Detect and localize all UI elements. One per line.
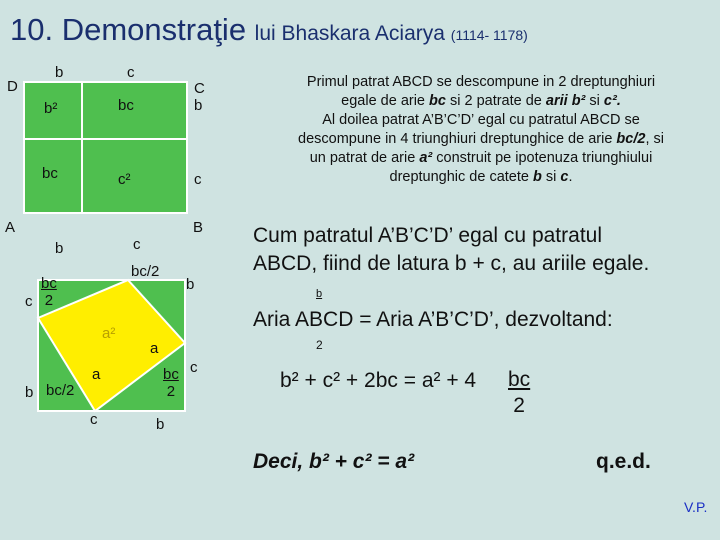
explanation-paragraph [250,73,712,187]
sq2-bottom-b-left: b [25,384,34,401]
label-right-b: b [194,97,203,114]
cell-bc-top: bc [118,97,134,114]
explanation-line-3: Al doilea patrat A’B’C’D’ egal cu patratul ABCD se [322,112,640,128]
sq2-left-frac-num: bc [41,275,57,292]
explanation-line-4: descompune in 4 triunghiuri dreptunghice de arie bc/2, si [298,131,664,147]
label-corner-b: B [193,219,204,236]
label-top-b: b [55,64,64,81]
sq2-bottom-b: b [156,416,165,433]
sq2-left-c: c [25,293,33,310]
sq2-bottom-frac: bc/2 [46,382,75,399]
sq2-top-frac: bc/2 [131,263,160,280]
cell-c2: c² [118,171,131,188]
label-corner-d: D [7,78,18,95]
aria-frac-num: b [316,288,323,300]
label-right-c: c [194,171,202,188]
conclusion-text: Deci, b² + c² = a² [253,450,415,473]
qed-text: q.e.d. [596,450,651,473]
sq2-right-frac-num: bc [163,366,179,383]
equation-frac-num: bc [508,368,531,391]
equation-expanded: b² + c² + 2bc = a² + 4 [280,369,477,392]
sq2-top-b: b [55,240,64,257]
label-right-c-upper: C [194,80,205,97]
sq2-right-c: c [190,359,198,376]
sq2-top-c: c [133,236,141,253]
sq2-right-frac-den: 2 [166,383,176,400]
author-signature: V.P. [684,499,708,515]
equation-fraction [508,367,530,419]
aria-frac-den: 2 [316,338,323,352]
explanation-line-1: Primul patrat ABCD se descompune in 2 dreptunghiuri [306,74,656,90]
aria-statement: Aria ABCD = Aria A’B’C’D’, dezvoltand: [253,308,613,331]
sq2-left-frac [41,275,57,309]
sq2-center-a2: a² [102,325,116,342]
label-corner-a: A [5,219,16,236]
sq2-a-right: a [150,340,159,357]
equal-area-line-1: Cum patratul A’B’C’D’ egal cu patratul [253,224,602,247]
equal-area-line-2: ABCD, fiind de latura b + c, au ariile egale. [253,252,650,275]
sq2-left-frac-den: 2 [44,292,54,309]
cell-bc-left: bc [42,165,58,182]
sq2-right-frac [163,366,179,400]
equal-area-statement [253,222,649,278]
sq2-bottom-c: c [90,411,98,428]
explanation-line-2: egale de arie bc si 2 patrate de arii b² si c². [341,93,621,109]
sq2-right-b: b [186,276,195,293]
explanation-line-6: dreptunghic de catete b si c. [389,169,573,185]
equation-frac-den: 2 [513,394,525,417]
label-top-c: c [127,64,135,81]
sq2-a-left: a [92,366,101,383]
explanation-line-5: un patrat de arie a² construit pe ipotenuza triunghiului [309,150,653,166]
slide-title: 10. Demonstraţie lui Bhaskara Aciarya (1114- 1178) [10,12,528,47]
cell-b2: b² [44,100,58,117]
